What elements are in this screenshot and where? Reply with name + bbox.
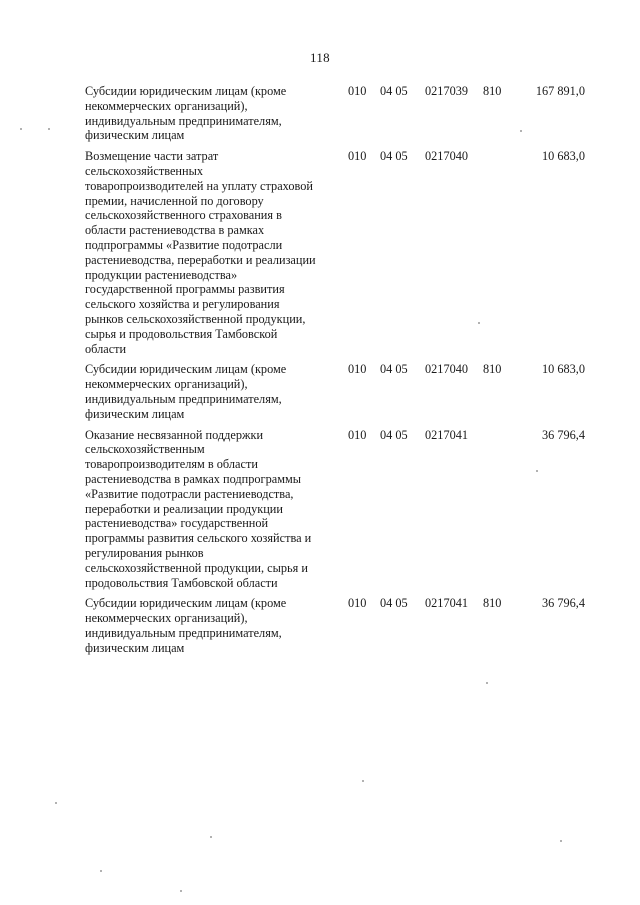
- amount: 167 891,0: [535, 84, 585, 98]
- page-number: 118: [310, 50, 330, 65]
- scan-speck: [520, 130, 522, 132]
- row-description: Субсидии юридическим лицам (кроме некоммерческих организаций), индивидуальным предпринимателям, физическим лицам: [85, 84, 287, 143]
- section-code: 010: [348, 596, 367, 611]
- scan-speck: [20, 128, 22, 130]
- amount: 10 683,0: [541, 362, 585, 377]
- subsection-code: 04 05: [380, 84, 408, 98]
- expense-type-code: 810: [483, 84, 502, 98]
- row-description: Субсидии юридическим лицам (кроме некоммерческих организаций), индивидуальным предпринимателям, физическим лицам: [85, 596, 287, 655]
- scan-speck: [55, 802, 57, 804]
- amount: 36 796,4: [541, 427, 585, 442]
- table-row: [85, 84, 605, 143]
- row-description: Субсидии юридическим лицам (кроме некоммерческих организаций), индивидуальным предпринимателям, физическим лицам: [85, 362, 287, 421]
- table-row: [85, 149, 605, 356]
- table-row: [85, 428, 605, 591]
- scan-speck: [478, 322, 480, 324]
- subsection-code: 04 05: [380, 596, 408, 611]
- row-description: Возмещение части затрат сельскохозяйственных товаропроизводителей на уплату страховой премии, начисленной по договору сельскохозяйственного страхования в области растениеводства в рамках подпрограммы «Развитие подотрасли растениеводства, переработки и реализации продукции растениеводства» государственной программы развития сельского хозяйства и регулирования рынков сельскохозяйственной продукции, сырья и продовольствия Тамбовской области: [85, 149, 316, 356]
- subsection-code: 04 05: [380, 362, 408, 377]
- section-code: 010: [348, 362, 367, 377]
- table-row: [85, 362, 605, 421]
- scan-speck: [180, 890, 182, 892]
- scan-speck: [560, 840, 562, 842]
- scan-speck: [100, 870, 102, 872]
- row-description: Оказание несвязанной поддержки сельскохозяйственным товаропроизводителям в области растениеводства в рамках подпрограммы «Развитие подотрасли растениеводства, переработки и реализации продукции растениеводства» государственной программы развития сельского хозяйства и регулирования рынков сельскохозяйственной продукции, сырья и продовольствия Тамбовской области: [85, 427, 312, 590]
- target-article-code: 0217040: [425, 149, 469, 164]
- scan-speck: [210, 836, 212, 838]
- subsection-code: 04 05: [380, 149, 408, 164]
- amount: 36 796,4: [541, 596, 585, 611]
- section-code: 010: [348, 149, 367, 164]
- table-row: [85, 596, 605, 655]
- section-code: 010: [348, 427, 367, 442]
- target-article-code: 0217041: [425, 427, 469, 442]
- expense-type-code: 810: [483, 362, 502, 377]
- budget-table: [85, 84, 605, 661]
- target-article-code: 0217041: [425, 596, 469, 611]
- amount: 10 683,0: [541, 149, 585, 164]
- scan-speck: [486, 682, 488, 684]
- subsection-code: 04 05: [380, 427, 408, 442]
- target-article-code: 0217039: [425, 84, 469, 98]
- scan-speck: [362, 780, 364, 782]
- scan-speck: [48, 128, 50, 130]
- expense-type-code: 810: [483, 596, 502, 611]
- scan-speck: [536, 470, 538, 472]
- target-article-code: 0217040: [425, 362, 469, 377]
- section-code: 010: [348, 84, 367, 98]
